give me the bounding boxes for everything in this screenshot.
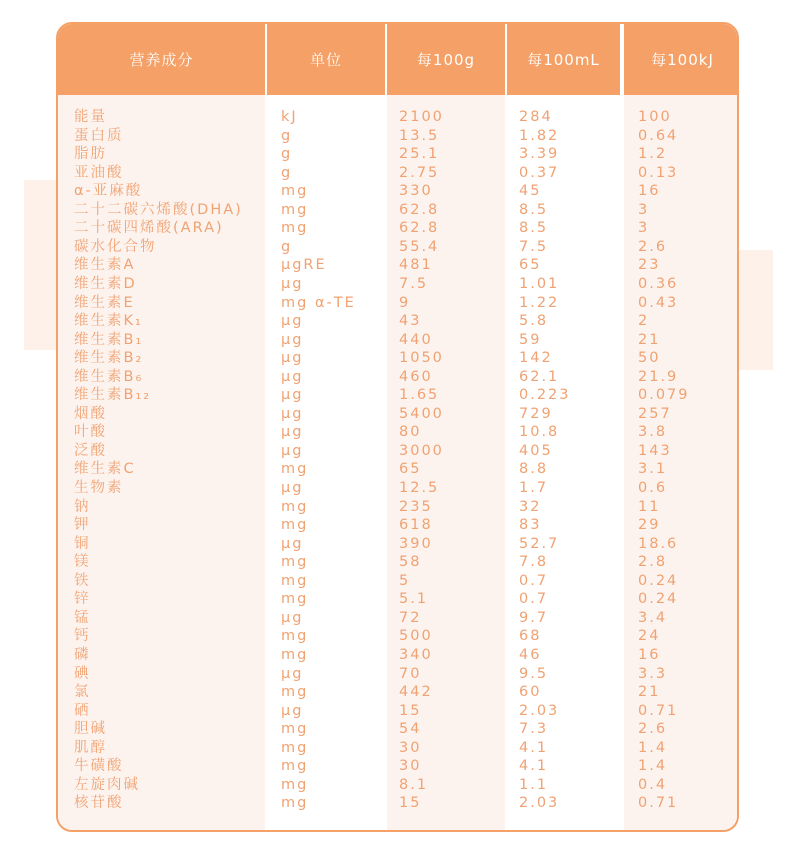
cell-unit: μg	[281, 387, 304, 404]
column-body	[624, 95, 739, 830]
cell-per-100g: 62.8	[399, 220, 440, 237]
cell-unit: μg	[281, 609, 304, 626]
cell-per-100g: 55.4	[399, 238, 440, 255]
cell-nutrient: 叶酸	[74, 424, 107, 441]
cell-per-100kj: 0.13	[638, 164, 679, 181]
cell-per-100ml: 60	[519, 684, 542, 701]
cell-unit: mg	[281, 554, 309, 571]
cell-per-100kj: 0.71	[638, 702, 679, 719]
decor-right	[737, 250, 773, 370]
cell-per-100ml: 45	[519, 183, 542, 200]
column-body	[58, 95, 265, 830]
cell-per-100kj: 0.6	[638, 480, 668, 496]
cell-per-100kj: 0.36	[638, 275, 679, 292]
cell-unit: mg	[281, 201, 309, 218]
cell-unit: μg	[281, 313, 304, 330]
cell-per-100g: 481	[399, 257, 433, 274]
cell-per-100kj: 11	[638, 498, 661, 515]
column-per-100ml	[507, 24, 620, 830]
cell-unit: mg	[281, 776, 309, 793]
cell-nutrient: 二十二碳六烯酸(DHA)	[74, 201, 243, 218]
column-nutrient	[58, 24, 265, 830]
cell-nutrient: 核苷酸	[74, 795, 124, 812]
cell-nutrient: 铁	[74, 572, 91, 589]
cell-per-100g: 54	[399, 721, 422, 738]
cell-per-100g: 15	[399, 702, 422, 719]
cell-nutrient: 维生素B₁	[74, 331, 144, 348]
cell-per-100ml: 4.1	[519, 739, 549, 756]
cell-per-100ml: 8.8	[519, 461, 549, 478]
cell-unit: μg	[281, 665, 304, 682]
cell-unit: mg	[281, 739, 309, 756]
cell-per-100g: 5.1	[399, 591, 429, 608]
header-per-100kj: 每100kJ	[624, 24, 739, 95]
cell-per-100kj: 18.6	[638, 535, 679, 552]
cell-per-100g: 72	[399, 609, 422, 626]
header-per-100ml: 每100mL	[507, 24, 620, 95]
cell-nutrient: 亚油酸	[74, 164, 124, 181]
cell-per-100kj: 29	[638, 517, 661, 534]
cell-nutrient: 脂肪	[74, 146, 107, 163]
cell-unit: mg	[281, 220, 309, 237]
column-body	[267, 95, 385, 830]
cell-nutrient: 钙	[74, 628, 91, 645]
cell-per-100ml: 0.7	[519, 572, 549, 589]
cell-per-100kj: 16	[638, 183, 661, 200]
cell-per-100ml: 52.7	[519, 535, 560, 552]
cell-unit: mg	[281, 183, 309, 200]
cell-per-100g: 460	[399, 368, 433, 385]
cell-per-100ml: 32	[519, 498, 542, 515]
cell-unit: mg	[281, 795, 309, 812]
nutrition-table	[56, 22, 739, 832]
cell-unit: μg	[281, 275, 304, 292]
cell-nutrient: 胆碱	[74, 721, 107, 738]
cell-unit: mg	[281, 517, 309, 534]
cell-nutrient: 维生素C	[74, 461, 136, 478]
cell-unit: mg	[281, 758, 309, 775]
cell-per-100g: 2.75	[399, 164, 440, 181]
cell-per-100kj: 0.24	[638, 572, 679, 589]
cell-per-100ml: 7.8	[519, 554, 549, 571]
cell-unit: g	[281, 146, 293, 163]
cell-per-100g: 1050	[399, 350, 444, 367]
cell-unit: μg	[281, 350, 304, 367]
cell-unit: mg	[281, 461, 309, 478]
cell-per-100g: 2100	[399, 109, 444, 125]
cell-nutrient: 碳水化合物	[74, 238, 157, 255]
cell-per-100ml: 59	[519, 331, 542, 348]
cell-per-100kj: 24	[638, 628, 661, 645]
cell-per-100ml: 9.7	[519, 609, 549, 626]
cell-per-100kj: 3.4	[638, 609, 668, 626]
cell-nutrient: 维生素E	[74, 294, 135, 311]
cell-per-100g: 58	[399, 554, 422, 571]
cell-per-100ml: 7.3	[519, 721, 549, 738]
cell-per-100ml: 2.03	[519, 702, 560, 719]
cell-per-100kj: 21.9	[638, 368, 679, 385]
cell-per-100ml: 0.37	[519, 164, 560, 181]
cell-per-100ml: 142	[519, 350, 553, 367]
column-per-100kj	[624, 24, 739, 830]
cell-unit: mg	[281, 646, 309, 663]
cell-per-100g: 3000	[399, 442, 444, 459]
cell-nutrient: 锌	[74, 591, 91, 608]
cell-per-100ml: 62.1	[519, 368, 560, 385]
cell-nutrient: 维生素B₂	[74, 350, 144, 367]
cell-nutrient: 维生素B₁₂	[74, 387, 152, 404]
cell-per-100g: 12.5	[399, 480, 440, 496]
column-unit	[267, 24, 385, 830]
cell-per-100ml: 1.22	[519, 294, 560, 311]
cell-per-100kj: 2.6	[638, 721, 668, 738]
cell-per-100g: 390	[399, 535, 433, 552]
cell-nutrient: 泛酸	[74, 442, 107, 459]
cell-nutrient: 能量	[74, 109, 107, 125]
cell-per-100ml: 284	[519, 109, 553, 125]
cell-per-100ml: 8.5	[519, 201, 549, 218]
cell-per-100g: 235	[399, 498, 433, 515]
cell-per-100kj: 0.64	[638, 127, 679, 144]
cell-per-100kj: 1.4	[638, 739, 668, 756]
cell-unit: mg	[281, 684, 309, 701]
cell-unit: μg	[281, 442, 304, 459]
header-nutrient: 营养成分	[58, 24, 265, 95]
cell-nutrient: 钾	[74, 517, 91, 534]
cell-per-100kj: 21	[638, 331, 661, 348]
cell-per-100g: 65	[399, 461, 422, 478]
cell-per-100ml: 8.5	[519, 220, 549, 237]
cell-per-100ml: 65	[519, 257, 542, 274]
cell-unit: kJ	[281, 109, 298, 125]
cell-per-100ml: 405	[519, 442, 553, 459]
cell-per-100g: 15	[399, 795, 422, 812]
cell-unit: μgRE	[281, 257, 327, 274]
cell-per-100kj: 23	[638, 257, 661, 274]
cell-per-100g: 70	[399, 665, 422, 682]
cell-nutrient: 维生素B₆	[74, 368, 144, 385]
cell-per-100kj: 3	[638, 201, 650, 218]
cell-nutrient: 维生素K₁	[74, 313, 143, 330]
cell-per-100g: 80	[399, 424, 422, 441]
cell-unit: μg	[281, 405, 304, 422]
cell-per-100ml: 10.8	[519, 424, 560, 441]
cell-nutrient: 维生素A	[74, 257, 136, 274]
cell-per-100g: 442	[399, 684, 433, 701]
cell-per-100ml: 3.39	[519, 146, 560, 163]
cell-per-100g: 5400	[399, 405, 444, 422]
cell-per-100g: 43	[399, 313, 422, 330]
cell-nutrient: 磷	[74, 646, 91, 663]
cell-unit: g	[281, 164, 293, 181]
cell-nutrient: 钠	[74, 498, 91, 515]
cell-per-100ml: 0.223	[519, 387, 571, 404]
header-per-100g: 每100g	[387, 24, 505, 95]
cell-per-100kj: 3.8	[638, 424, 668, 441]
cell-nutrient: 左旋肉碱	[74, 776, 140, 793]
cell-nutrient: 蛋白质	[74, 127, 124, 144]
cell-per-100kj: 257	[638, 405, 672, 422]
cell-per-100ml: 1.01	[519, 275, 560, 292]
cell-nutrient: 锰	[74, 609, 91, 626]
cell-per-100kj: 3.1	[638, 461, 668, 478]
cell-unit: μg	[281, 535, 304, 552]
cell-per-100ml: 0.7	[519, 591, 549, 608]
cell-per-100kj: 2.8	[638, 554, 668, 571]
cell-nutrient: 牛磺酸	[74, 758, 124, 775]
cell-unit: μg	[281, 480, 304, 496]
cell-unit: mg	[281, 498, 309, 515]
cell-nutrient: 维生素D	[74, 275, 137, 292]
cell-nutrient: 碘	[74, 665, 91, 682]
header-unit: 单位	[267, 24, 385, 95]
cell-per-100kj: 0.71	[638, 795, 679, 812]
cell-per-100ml: 729	[519, 405, 553, 422]
cell-per-100ml: 9.5	[519, 665, 549, 682]
cell-per-100ml: 68	[519, 628, 542, 645]
column-per-100g	[387, 24, 505, 830]
cell-per-100g: 30	[399, 758, 422, 775]
cell-per-100kj: 50	[638, 350, 661, 367]
cell-per-100ml: 4.1	[519, 758, 549, 775]
cell-nutrient: 镁	[74, 554, 91, 571]
cell-per-100g: 9	[399, 294, 411, 311]
cell-unit: mg	[281, 721, 309, 738]
cell-per-100kj: 3	[638, 220, 650, 237]
cell-unit: mg	[281, 572, 309, 589]
cell-per-100ml: 2.03	[519, 795, 560, 812]
cell-nutrient: 肌醇	[74, 739, 107, 756]
cell-nutrient: 生物素	[74, 480, 124, 496]
decor-left	[24, 180, 58, 350]
cell-per-100ml: 5.8	[519, 313, 549, 330]
cell-unit: μg	[281, 702, 304, 719]
cell-per-100ml: 1.7	[519, 480, 549, 496]
cell-per-100g: 330	[399, 183, 433, 200]
cell-per-100kj: 1.4	[638, 758, 668, 775]
cell-per-100g: 5	[399, 572, 411, 589]
cell-per-100g: 500	[399, 628, 433, 645]
cell-unit: g	[281, 238, 293, 255]
cell-per-100kj: 21	[638, 684, 661, 701]
column-body	[507, 95, 620, 830]
cell-per-100kj: 0.43	[638, 294, 679, 311]
cell-unit: μg	[281, 424, 304, 441]
cell-unit: μg	[281, 331, 304, 348]
cell-nutrient: α-亚麻酸	[74, 183, 143, 200]
cell-per-100g: 618	[399, 517, 433, 534]
cell-per-100kj: 0.079	[638, 387, 690, 404]
cell-per-100g: 30	[399, 739, 422, 756]
cell-per-100ml: 1.1	[519, 776, 549, 793]
cell-nutrient: 二十碳四烯酸(ARA)	[74, 220, 224, 237]
cell-unit: mg	[281, 591, 309, 608]
cell-per-100kj: 3.3	[638, 665, 668, 682]
cell-per-100ml: 83	[519, 517, 542, 534]
cell-unit: μg	[281, 368, 304, 385]
cell-per-100ml: 46	[519, 646, 542, 663]
cell-per-100kj: 0.24	[638, 591, 679, 608]
cell-per-100kj: 2.6	[638, 238, 668, 255]
cell-per-100kj: 1.2	[638, 146, 668, 163]
cell-nutrient: 硒	[74, 702, 91, 719]
cell-per-100g: 7.5	[399, 275, 429, 292]
cell-per-100g: 62.8	[399, 201, 440, 218]
cell-nutrient: 氯	[74, 684, 91, 701]
cell-unit: g	[281, 127, 293, 144]
cell-per-100ml: 1.82	[519, 127, 560, 144]
cell-per-100g: 25.1	[399, 146, 440, 163]
cell-per-100kj: 100	[638, 109, 672, 125]
cell-per-100g: 340	[399, 646, 433, 663]
cell-per-100kj: 0.4	[638, 776, 668, 793]
cell-per-100g: 8.1	[399, 776, 429, 793]
cell-unit: mg α-TE	[281, 294, 356, 311]
cell-per-100kj: 143	[638, 442, 672, 459]
column-body	[387, 95, 505, 830]
cell-per-100kj: 16	[638, 646, 661, 663]
cell-per-100g: 13.5	[399, 127, 440, 144]
cell-unit: mg	[281, 628, 309, 645]
cell-per-100kj: 2	[638, 313, 650, 330]
cell-per-100g: 440	[399, 331, 433, 348]
cell-nutrient: 烟酸	[74, 405, 107, 422]
cell-per-100g: 1.65	[399, 387, 440, 404]
cell-per-100ml: 7.5	[519, 238, 549, 255]
cell-nutrient: 铜	[74, 535, 91, 552]
